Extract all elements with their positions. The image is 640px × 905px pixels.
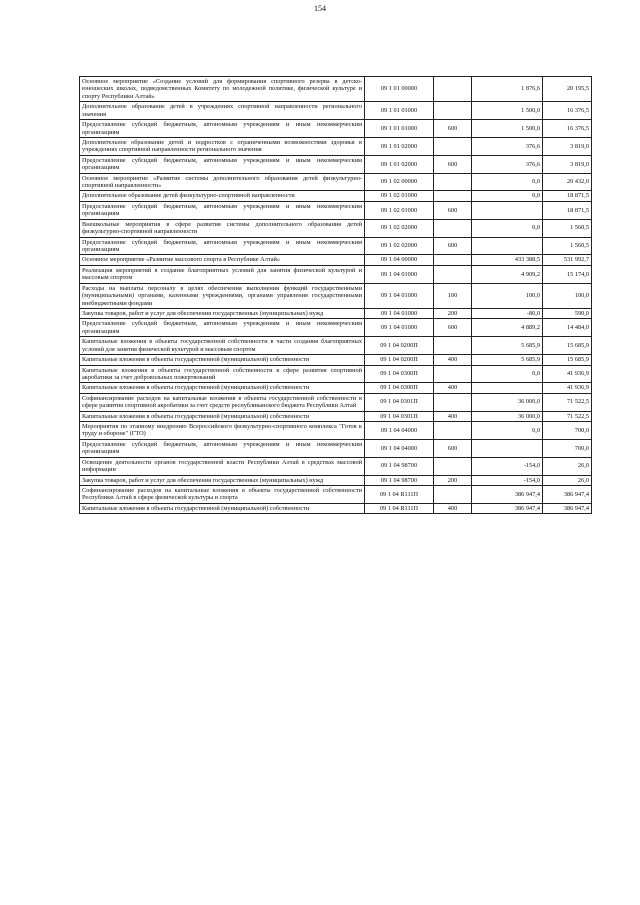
cell-name: Предоставление субсидий бюджетным, автономным учреждениям и иным некоммерческим организациям — [80, 155, 365, 173]
cell-amount-change: 0,0 — [472, 365, 543, 383]
cell-name: Капитальные вложения в объекты государственной собственности в сфере развития спортивной акробатики за счет добровольных пожертвований — [80, 365, 365, 383]
cell-amount-change: 5 685,9 — [472, 355, 543, 365]
cell-expense-type: 100 — [434, 283, 472, 308]
cell-amount-total: 16 376,5 — [543, 120, 592, 138]
cell-name: Внешкольные мероприятия в сфере развития системы дополнительного образования детей физкультурно-спортивной направленности — [80, 219, 365, 237]
table-row — [80, 201, 592, 219]
table-row — [80, 219, 592, 237]
cell-amount-change: 433 388,5 — [472, 255, 543, 265]
cell-code: 09 1 02 01000 — [365, 191, 434, 201]
cell-amount-total: 26,0 — [543, 457, 592, 475]
cell-code: 09 1 04 01000 — [365, 283, 434, 308]
cell-expense-type: 400 — [434, 503, 472, 513]
table-row — [80, 457, 592, 475]
table-row — [80, 422, 592, 440]
cell-name: Мероприятия по этапному внедрению Всероссийского физкультурно-спортивного комплекса "Готов к труду и обороне" (ГТО) — [80, 422, 365, 440]
table-row — [80, 173, 592, 191]
table-row — [80, 411, 592, 421]
cell-expense-type — [434, 337, 472, 355]
cell-name: Предоставление субсидий бюджетным, автономным учреждениям и иным некоммерческим организациям — [80, 201, 365, 219]
cell-name: Основное мероприятие «Создание условий для формирования спортивного резерва в детско-юношеских школах, подведомственных Комитету по молодежной политике, физической культуре и спорту Республики Алтай» — [80, 77, 365, 102]
table-row — [80, 77, 592, 102]
cell-amount-total: 15 685,9 — [543, 355, 592, 365]
cell-name: Предоставление субсидий бюджетным, автономным учреждениям и иным некоммерческим организациям — [80, 319, 365, 337]
table-row — [80, 485, 592, 503]
cell-amount-total: 100,0 — [543, 283, 592, 308]
cell-amount-change: 1 876,6 — [472, 77, 543, 102]
cell-expense-type — [434, 219, 472, 237]
cell-expense-type — [434, 137, 472, 155]
cell-name: Капитальные вложения в объекты государственной (муниципальной) собственности — [80, 411, 365, 421]
cell-expense-type: 600 — [434, 319, 472, 337]
cell-amount-change: 0,0 — [472, 422, 543, 440]
cell-expense-type — [434, 485, 472, 503]
cell-code: 09 1 04 04000 — [365, 422, 434, 440]
cell-amount-total: 590,0 — [543, 308, 592, 318]
cell-amount-change: 0,0 — [472, 191, 543, 201]
cell-name: Закупка товаров, работ и услуг для обеспечения государственных (муниципальных) нужд — [80, 308, 365, 318]
cell-name: Капитальные вложения в объекты государственной (муниципальной) собственности — [80, 355, 365, 365]
cell-amount-total: 1 560,5 — [543, 237, 592, 255]
cell-code: 09 1 01 01000 — [365, 120, 434, 138]
cell-amount-change: -154,0 — [472, 475, 543, 485]
table-row — [80, 137, 592, 155]
cell-amount-change: 5 685,9 — [472, 337, 543, 355]
cell-name: Капитальные вложения в объекты государственной (муниципальной) собственности — [80, 503, 365, 513]
cell-amount-total: 3 819,0 — [543, 137, 592, 155]
cell-amount-total: 16 376,5 — [543, 102, 592, 120]
table-row — [80, 439, 592, 457]
cell-expense-type: 200 — [434, 308, 472, 318]
cell-amount-change — [472, 383, 543, 393]
cell-expense-type — [434, 173, 472, 191]
cell-expense-type: 600 — [434, 237, 472, 255]
cell-expense-type: 200 — [434, 475, 472, 485]
cell-amount-total: 386 947,4 — [543, 503, 592, 513]
cell-expense-type: 400 — [434, 355, 472, 365]
table-row — [80, 337, 592, 355]
cell-code: 09 1 04 R111П — [365, 503, 434, 513]
cell-code: 09 1 04 01000 — [365, 308, 434, 318]
cell-code: 09 1 04 00000 — [365, 255, 434, 265]
table-row — [80, 102, 592, 120]
cell-name: Дополнительное образование детей в учреждениях спортивной направленности регионального значения — [80, 102, 365, 120]
cell-amount-change: 4 889,2 — [472, 319, 543, 337]
cell-name: Реализация мероприятий в создание благоприятных условий для занятия физической культурой и массовым спортом — [80, 265, 365, 283]
cell-code: 09 1 04 98700 — [365, 475, 434, 485]
cell-amount-change: -154,0 — [472, 457, 543, 475]
cell-code: 09 1 04 0301П — [365, 393, 434, 411]
cell-code: 09 1 04 R111П — [365, 485, 434, 503]
cell-code: 09 1 02 00000 — [365, 173, 434, 191]
cell-code: 09 1 01 01000 — [365, 102, 434, 120]
cell-code: 09 1 01 02000 — [365, 137, 434, 155]
page-number: 154 — [314, 4, 326, 13]
table-row — [80, 319, 592, 337]
cell-amount-total: 20 432,0 — [543, 173, 592, 191]
cell-code: 09 1 04 0301П — [365, 411, 434, 421]
table-row — [80, 355, 592, 365]
cell-amount-total: 1 560,5 — [543, 219, 592, 237]
cell-code: 09 1 01 00000 — [365, 77, 434, 102]
cell-amount-change: 0,0 — [472, 173, 543, 191]
cell-name: Основное мероприятие «Развитие системы дополнительного образования детей физкультурно-спортивной направленности» — [80, 173, 365, 191]
cell-expense-type — [434, 265, 472, 283]
cell-amount-total: 14 484,0 — [543, 319, 592, 337]
cell-expense-type: 600 — [434, 155, 472, 173]
cell-name: Софинансирование расходов на капитальные вложения в объекты государственной собственности Республики Алтай в сфере физической культуры и спорта — [80, 485, 365, 503]
cell-amount-total: 15 174,0 — [543, 265, 592, 283]
budget-table-body — [80, 77, 592, 514]
cell-code: 09 1 04 0200П — [365, 337, 434, 355]
table-row — [80, 237, 592, 255]
cell-amount-total: 15 685,9 — [543, 337, 592, 355]
cell-amount-change: 376,6 — [472, 137, 543, 155]
cell-code: 09 1 02 01000 — [365, 201, 434, 219]
cell-expense-type: 600 — [434, 120, 472, 138]
table-row — [80, 503, 592, 513]
cell-amount-change: 4 909,2 — [472, 265, 543, 283]
cell-amount-change: 1 500,0 — [472, 102, 543, 120]
cell-amount-change: -80,0 — [472, 308, 543, 318]
cell-code: 09 1 02 02000 — [365, 219, 434, 237]
budget-table — [79, 76, 592, 514]
cell-name: Закупка товаров, работ и услуг для обеспечения государственных (муниципальных) нужд — [80, 475, 365, 485]
cell-expense-type: 400 — [434, 411, 472, 421]
cell-code: 09 1 04 0300П — [365, 383, 434, 393]
cell-amount-total: 26,0 — [543, 475, 592, 485]
cell-name: Предоставление субсидий бюджетным, автономным учреждениям и иным некоммерческим организациям — [80, 439, 365, 457]
cell-name: Дополнительное образование детей физкультурно-спортивной направленности — [80, 191, 365, 201]
cell-expense-type — [434, 365, 472, 383]
cell-amount-change — [472, 439, 543, 457]
cell-code: 09 1 02 02000 — [365, 237, 434, 255]
cell-amount-change: 36 000,0 — [472, 411, 543, 421]
cell-name: Предоставление субсидий бюджетным, автономным учреждениям и иным некоммерческим организациям — [80, 237, 365, 255]
cell-amount-total: 18 871,5 — [543, 201, 592, 219]
cell-name: Освещение деятельности органов государственной власти Республики Алтай в средствах массовой информации — [80, 457, 365, 475]
cell-expense-type — [434, 191, 472, 201]
cell-amount-total: 41 936,9 — [543, 365, 592, 383]
cell-code: 09 1 04 01000 — [365, 265, 434, 283]
cell-name: Основное мероприятие «Развитие массового спорта в Республике Алтай» — [80, 255, 365, 265]
cell-name: Расходы на выплаты персоналу в целях обеспечения выполнения функций государственными (муниципальными) органами, казенными учреждениями, органами управления государственными внебюджетными фондами — [80, 283, 365, 308]
cell-code: 09 1 04 98700 — [365, 457, 434, 475]
cell-amount-total: 386 947,4 — [543, 485, 592, 503]
table-row — [80, 255, 592, 265]
cell-code: 09 1 01 02000 — [365, 155, 434, 173]
table-row — [80, 308, 592, 318]
cell-amount-change — [472, 201, 543, 219]
cell-expense-type: 400 — [434, 383, 472, 393]
cell-amount-total: 18 871,5 — [543, 191, 592, 201]
cell-expense-type — [434, 422, 472, 440]
cell-name: Предоставление субсидий бюджетным, автономным учреждениям и иным некоммерческим организациям — [80, 120, 365, 138]
cell-expense-type — [434, 393, 472, 411]
table-row — [80, 265, 592, 283]
cell-amount-change: 386 947,4 — [472, 485, 543, 503]
cell-expense-type: 600 — [434, 439, 472, 457]
cell-amount-total: 71 522,5 — [543, 411, 592, 421]
cell-code: 09 1 04 0300П — [365, 365, 434, 383]
cell-amount-change — [472, 237, 543, 255]
cell-amount-change: 0,0 — [472, 219, 543, 237]
cell-amount-total: 41 936,9 — [543, 383, 592, 393]
cell-code: 09 1 04 04000 — [365, 439, 434, 457]
cell-amount-change: 376,6 — [472, 155, 543, 173]
table-row — [80, 365, 592, 383]
cell-expense-type — [434, 255, 472, 265]
cell-amount-change: 36 000,0 — [472, 393, 543, 411]
cell-name: Дополнительное образование детей и подростков с ограниченными возможностями здоровья в учреждениях спортивной направленности регионального значения — [80, 137, 365, 155]
cell-amount-change: 386 947,4 — [472, 503, 543, 513]
cell-amount-total: 20 195,5 — [543, 77, 592, 102]
cell-expense-type: 600 — [434, 201, 472, 219]
cell-expense-type — [434, 457, 472, 475]
cell-amount-total: 700,0 — [543, 439, 592, 457]
table-row — [80, 283, 592, 308]
cell-code: 09 1 04 0200П — [365, 355, 434, 365]
cell-amount-total: 700,0 — [543, 422, 592, 440]
cell-name: Капитальные вложения в объекты государственной собственности в части создания благоприятных условий для занятия физической культурой и массовым спортом — [80, 337, 365, 355]
table-row — [80, 475, 592, 485]
cell-amount-change: 100,0 — [472, 283, 543, 308]
table-row — [80, 120, 592, 138]
cell-amount-total: 531 992,7 — [543, 255, 592, 265]
cell-name: Капитальные вложения в объекты государственной (муниципальной) собственности — [80, 383, 365, 393]
cell-expense-type — [434, 102, 472, 120]
cell-expense-type — [434, 77, 472, 102]
table-row — [80, 155, 592, 173]
cell-amount-change: 1 500,0 — [472, 120, 543, 138]
cell-name: Софинансирование расходов на капитальные вложения в объекты государственной собственности в сфере развития спортивной акробатики за счет средств республиканского бюджета Республики Алтай — [80, 393, 365, 411]
table-row — [80, 393, 592, 411]
cell-code: 09 1 04 01000 — [365, 319, 434, 337]
table-row — [80, 383, 592, 393]
table-row — [80, 191, 592, 201]
cell-amount-total: 71 522,5 — [543, 393, 592, 411]
cell-amount-total: 3 819,0 — [543, 155, 592, 173]
